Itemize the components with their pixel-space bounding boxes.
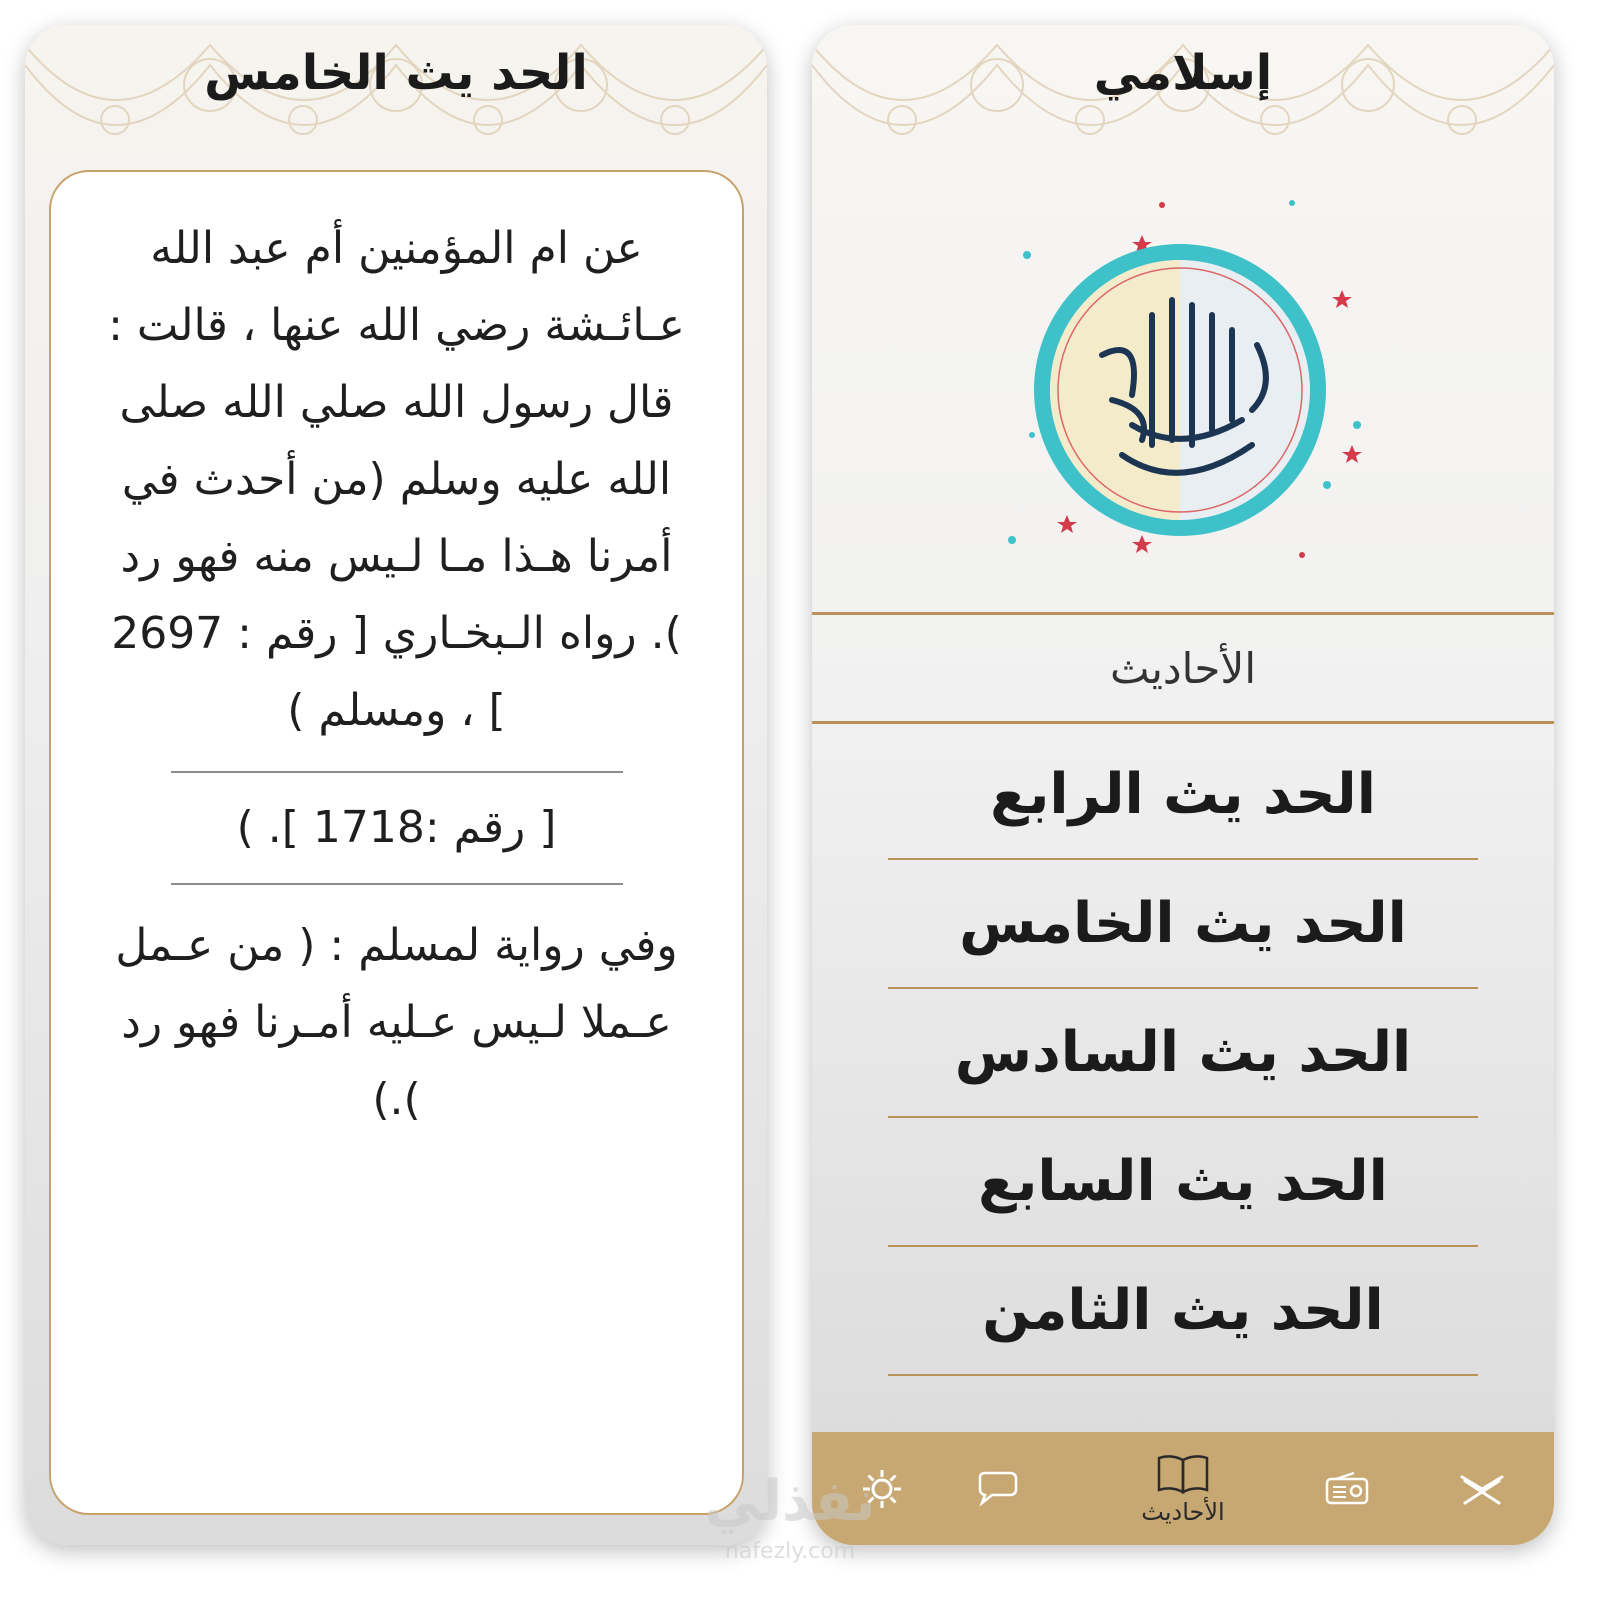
quran-stand-icon bbox=[1457, 1471, 1507, 1507]
list-item[interactable]: الحد يث الثامن bbox=[888, 1247, 1478, 1376]
hadith-text: عن ام المؤمنين أم عبد الله عـائـشة رضي الله عنها ، قالت : قال رسول الله صلي الله صلى الله عليه وسلم (من أحدث في أمرنا هـذا مـا لـيس منه فهو رد ). رواه الـبخـاري [ رقم : 2697 ] ، ومسلم ) bbox=[108, 223, 685, 736]
tab-radio[interactable] bbox=[1292, 1432, 1402, 1545]
list-item[interactable] bbox=[888, 1376, 1478, 1431]
tab-hadiths[interactable] bbox=[1108, 1432, 1258, 1545]
divider bbox=[171, 771, 623, 773]
chat-bubble-icon bbox=[974, 1469, 1020, 1509]
bismillah-logo bbox=[1002, 195, 1382, 575]
gear-icon bbox=[859, 1466, 905, 1512]
hadith-list-screen bbox=[812, 25, 1554, 1545]
list-item[interactable]: الحد يث الخامس bbox=[888, 860, 1478, 989]
hadith-card bbox=[49, 170, 744, 1515]
radio-icon bbox=[1324, 1471, 1370, 1507]
hadith-narration: وفي رواية لمسلم : ( من عـمل عـملا لـيس عـليه أمـرنا فهو رد ).) bbox=[115, 920, 678, 1125]
watermark-text: نفذلي bbox=[704, 1469, 876, 1534]
tab-settings[interactable] bbox=[827, 1432, 937, 1545]
list-item[interactable]: الحد يث السابع bbox=[888, 1118, 1478, 1247]
bottom-tab-bar bbox=[812, 1432, 1554, 1545]
tab-quran[interactable] bbox=[1427, 1432, 1537, 1545]
app-title: إسلامي bbox=[1093, 45, 1273, 101]
hadith-reference: [ رقم :1718 ]. ) bbox=[236, 802, 557, 853]
open-book-icon bbox=[1153, 1452, 1213, 1496]
watermark-url: nafezly.com bbox=[724, 1539, 856, 1564]
section-header: الأحاديث bbox=[812, 612, 1554, 724]
tab-chat[interactable] bbox=[942, 1432, 1052, 1545]
page-title: الحد يث الخامس bbox=[204, 45, 588, 101]
list-item[interactable]: الحد يث الرابع bbox=[888, 731, 1478, 860]
hadith-list bbox=[812, 731, 1554, 1431]
hadith-detail-screen bbox=[25, 25, 767, 1545]
tab-hadiths-label: الأحاديث bbox=[1141, 1497, 1225, 1526]
list-item[interactable]: الحد يث السادس bbox=[888, 989, 1478, 1118]
divider bbox=[171, 883, 623, 885]
